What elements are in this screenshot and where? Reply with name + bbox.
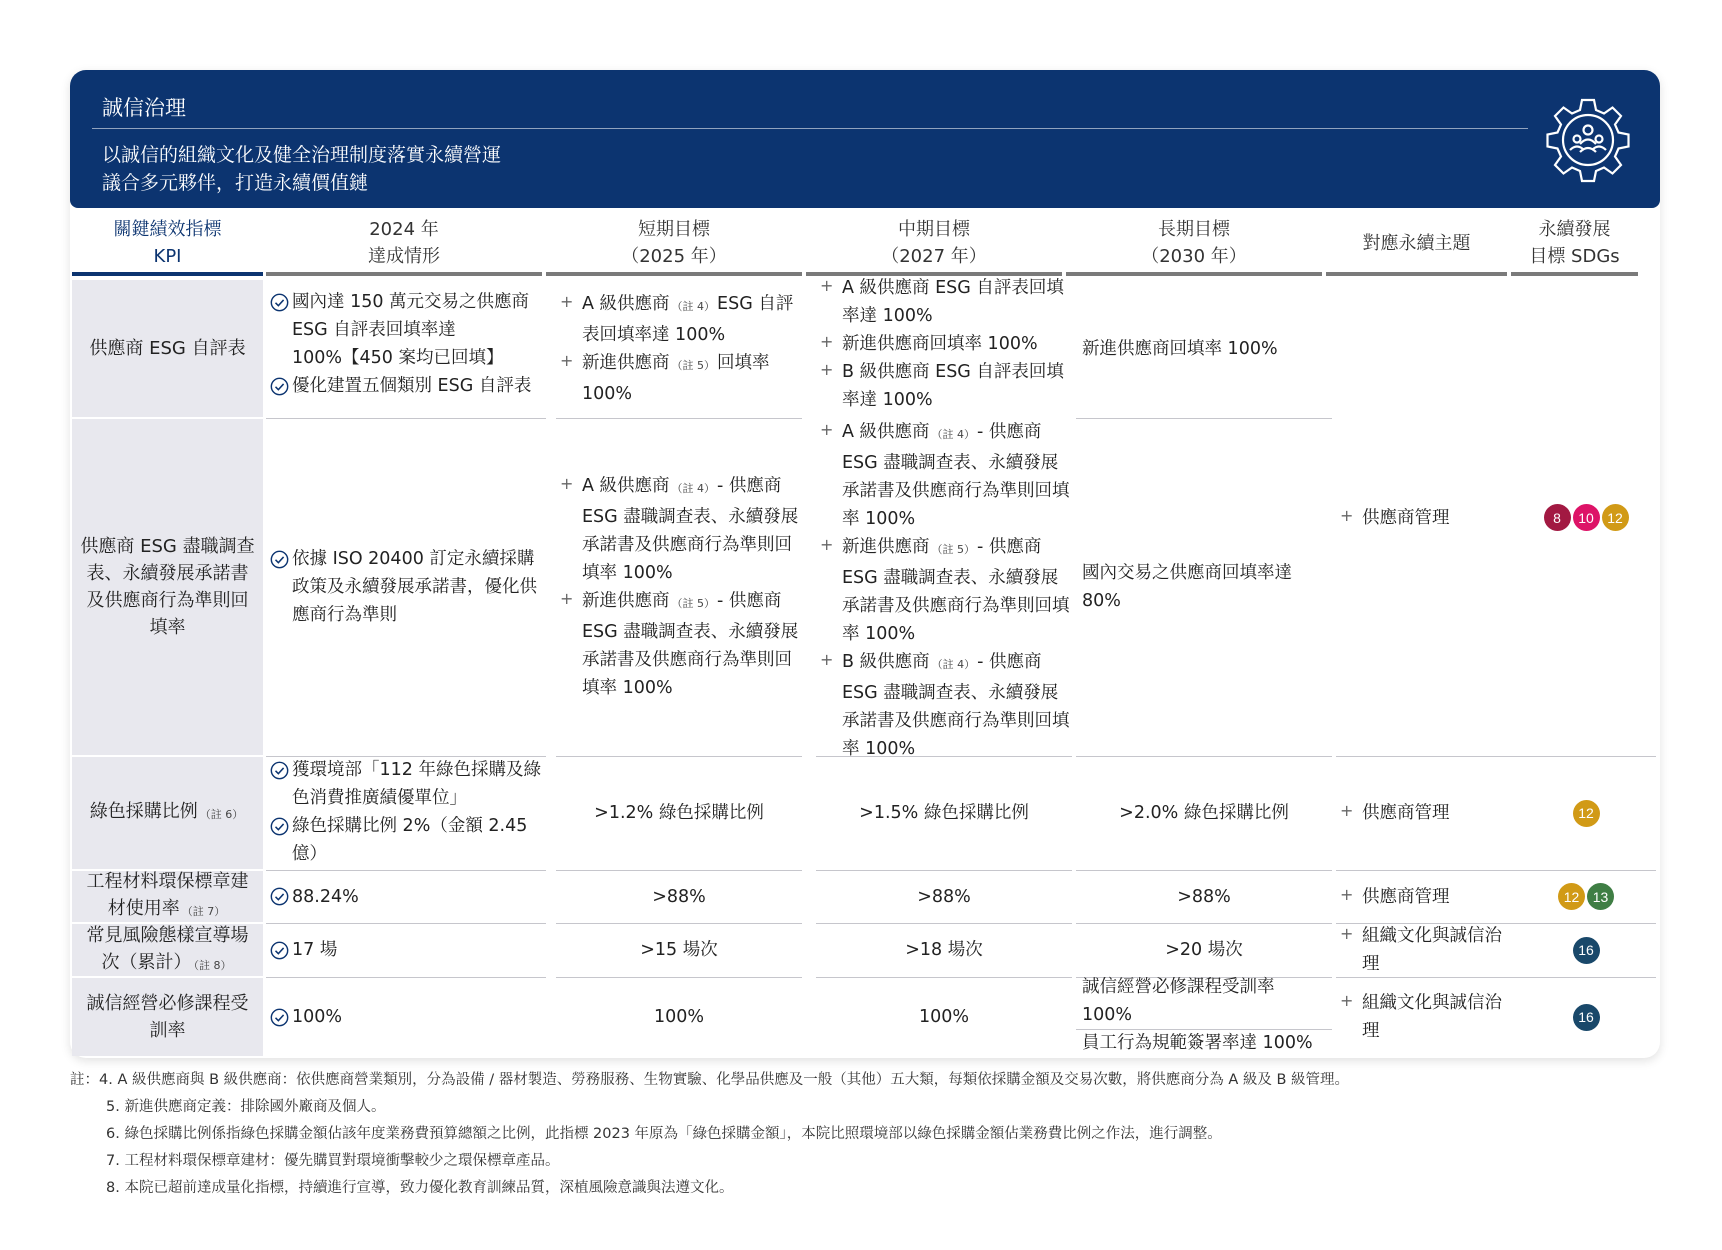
- list-item: 100%: [270, 1003, 342, 1031]
- header-mid-term: 中期目標 （2027 年）: [806, 214, 1062, 276]
- check-circle-icon: [270, 756, 292, 784]
- gear-people-icon: [1544, 96, 1632, 184]
- kpi-cell: 工程材料環保標章建材使用率 （註 7）: [72, 871, 263, 922]
- sdg-16-badge: 16: [1573, 937, 1600, 964]
- check-circle-icon: [270, 1003, 292, 1031]
- short-term-cell: >15 場次: [640, 940, 718, 960]
- sdg-12-badge: 12: [1558, 883, 1585, 910]
- list-item: + B 級供應商 （註 4） - 供應商 ESG 盡職調查表、永續發展承諾書及供應商行為準則回填率 100%: [820, 650, 1070, 759]
- banner-subtitle-1: 以誠信的組織文化及健全治理制度落實永續營運: [102, 144, 502, 166]
- plus-icon: +: [560, 589, 574, 608]
- mid-term-cell: >18 場次: [905, 940, 983, 960]
- list-item: 依據 ISO 20400 訂定永續採購政策及永續發展承諾書，優化供應商行為準則: [270, 545, 546, 629]
- header-2024: 2024 年 達成情形: [266, 214, 542, 276]
- sdg-cell: [1516, 871, 1656, 922]
- achievement-cell: [270, 924, 546, 976]
- plus-icon: +: [1340, 884, 1354, 904]
- check-circle-icon: [270, 883, 292, 911]
- long-term-cell: 員工行為規範簽署率達 100%: [1082, 1033, 1313, 1053]
- long-term-cell: 誠信經營必修課程受訓率 100%: [1082, 977, 1275, 1025]
- banner-subtitle-2: 議合多元夥伴，打造永續價值鏈: [102, 172, 369, 194]
- footnote: 8. 本院已超前達成量化指標，持續進行宣導，致力優化教育訓練品質，深植風險意識與法遵文化。: [106, 1180, 734, 1196]
- sdg-cell: [1516, 924, 1656, 976]
- long-term-cell: 國內交易之供應商回填率達 80%: [1082, 563, 1292, 611]
- achievement-cell: [270, 288, 546, 400]
- sdg-cell: [1516, 280, 1656, 755]
- short-term-cell: 100%: [653, 1007, 705, 1027]
- plus-icon: +: [1340, 505, 1354, 525]
- kpi-cell: 常見風險態樣宣導場次（累計） （註 8）: [72, 924, 263, 976]
- kpi-cell: 供應商 ESG 盡職調查表、永續發展承諾書及供應商行為準則回填率: [72, 419, 263, 755]
- sdg-12-badge: 12: [1602, 504, 1629, 531]
- check-circle-icon: [270, 372, 292, 400]
- theme-cell: + 供應商管理: [1340, 884, 1450, 907]
- header-kpi: 關鍵績效指標 KPI: [72, 214, 263, 276]
- banner: [70, 70, 1660, 208]
- plus-icon: +: [820, 650, 834, 669]
- sdg-13-badge: 13: [1587, 883, 1614, 910]
- list-item: 17 場: [270, 936, 337, 964]
- list-item: 優化建置五個類別 ESG 自評表: [270, 372, 546, 400]
- check-circle-icon: [270, 812, 292, 840]
- short-term-cell: [560, 290, 802, 408]
- check-circle-icon: [270, 936, 292, 964]
- list-item: 國內達 150 萬元交易之供應商 ESG 自評表回填率達 100%【450 案均已回填】: [270, 288, 546, 372]
- theme-cell: + 供應商管理: [1340, 505, 1450, 528]
- header-short-term: 短期目標 （2025 年）: [546, 214, 802, 276]
- long-term-cell: >20 場次: [1165, 940, 1243, 960]
- sdg-12-badge: 12: [1573, 800, 1600, 827]
- plus-icon: +: [820, 535, 834, 554]
- sdg-8-badge: 8: [1544, 504, 1571, 531]
- sdg-cell: [1516, 978, 1656, 1056]
- list-item: + A 級供應商 （註 4） ESG 自評表回填率達 100%: [560, 292, 794, 345]
- header-theme: 對應永續主題: [1326, 214, 1507, 276]
- plus-icon: +: [1340, 924, 1354, 943]
- plus-icon: +: [820, 420, 834, 439]
- plus-icon: +: [560, 351, 574, 370]
- plus-icon: +: [820, 360, 834, 379]
- sdg-16-badge: 16: [1573, 1004, 1600, 1031]
- short-term-cell: [560, 419, 802, 755]
- kpi-cell: 綠色採購比例 （註 6）: [72, 757, 263, 869]
- mid-term-cell: >88%: [917, 886, 971, 907]
- plus-icon: +: [820, 332, 834, 351]
- achievement-cell: [270, 871, 546, 922]
- footnote: 註：4. A 級供應商與 B 級供應商：依供應商營業類別，分為設備 / 器材製造、勞務服務、生物實驗、化學品供應及一般（其他）五大類，每類依採購金額及交易次數，將供應商分為 A 級及 B 級管理。: [70, 1072, 1350, 1088]
- plus-icon: +: [560, 474, 574, 493]
- plus-icon: +: [1340, 991, 1354, 1010]
- header-long-term: 長期目標 （2030 年）: [1066, 214, 1322, 276]
- list-item: 獲環境部「112 年綠色採購及綠色消費推廣績優單位」: [270, 756, 546, 812]
- list-item: + 新進供應商 （註 5） - 供應商 ESG 盡職調查表、永續發展承諾書及供應商行為準則回填率 100%: [560, 589, 799, 698]
- footnote: 5. 新進供應商定義：排除國外廠商及個人。: [106, 1099, 386, 1115]
- mid-term-cell: 100%: [918, 1007, 970, 1027]
- list-item: 88.24%: [270, 883, 359, 911]
- theme-cell: + 供應商管理: [1340, 801, 1450, 823]
- check-circle-icon: [270, 288, 292, 316]
- achievement-cell: [270, 978, 546, 1056]
- header-sdgs: 永續發展 目標 SDGs: [1511, 214, 1638, 276]
- list-item: + 新進供應商 （註 5） 回填率 100%: [560, 351, 770, 404]
- short-term-cell: >88%: [652, 886, 706, 907]
- long-term-cell: >88%: [1177, 886, 1231, 907]
- short-term-cell: >1.2% 綠色採購比例: [594, 803, 764, 823]
- list-item: + 新進供應商回填率 100%: [820, 332, 1038, 354]
- banner-divider: [92, 128, 1528, 129]
- achievement-cell: [270, 419, 546, 755]
- achievement-cell: [270, 756, 546, 868]
- check-circle-icon: [270, 545, 292, 573]
- plus-icon: +: [560, 292, 574, 311]
- banner-title: 誠信治理: [102, 96, 186, 120]
- mid-term-cell: [820, 418, 1072, 763]
- list-item: + A 級供應商 （註 4） - 供應商 ESG 盡職調查表、永續發展承諾書及供應商行為準則回填率 100%: [820, 420, 1070, 529]
- theme-cell: + 組織文化與誠信治理: [1340, 924, 1502, 974]
- plus-icon: +: [1340, 801, 1354, 820]
- kpi-cell: 誠信經營必修課程受訓率: [72, 978, 263, 1056]
- footnote: 7. 工程材料環保標章建材：優先購買對環境衝擊較少之環保標章產品。: [106, 1153, 560, 1169]
- mid-term-cell: >1.5% 綠色採購比例: [859, 803, 1029, 823]
- list-item: + A 級供應商 （註 4） - 供應商 ESG 盡職調查表、永續發展承諾書及供應商行為準則回填率 100%: [560, 474, 799, 583]
- footnote: 6. 綠色採購比例係指綠色採購金額佔該年度業務費預算總額之比例，此指標 2023 年原為「綠色採購金額」，本院比照環境部以綠色採購金額佔業務費比例之作法，進行調整。: [106, 1126, 1222, 1142]
- list-item: + 新進供應商 （註 5） - 供應商 ESG 盡職調查表、永續發展承諾書及供應商行為準則回填率 100%: [820, 535, 1070, 644]
- list-item: 綠色採購比例 2%（金額 2.45 億）: [270, 812, 546, 868]
- long-term-cell: 新進供應商回填率 100%: [1082, 338, 1278, 359]
- plus-icon: +: [820, 276, 834, 295]
- list-item: + B 級供應商 ESG 自評表回填率達 100%: [820, 360, 1064, 410]
- list-item: + A 級供應商 ESG 自評表回填率達 100%: [820, 276, 1064, 326]
- long-term-cell: >2.0% 綠色採購比例: [1119, 803, 1289, 823]
- mid-term-cell: [820, 274, 1072, 414]
- theme-cell: + 組織文化與誠信治理: [1340, 991, 1502, 1041]
- sdg-cell: [1516, 757, 1656, 869]
- sdg-10-badge: 10: [1573, 504, 1600, 531]
- kpi-cell: 供應商 ESG 自評表: [72, 280, 263, 417]
